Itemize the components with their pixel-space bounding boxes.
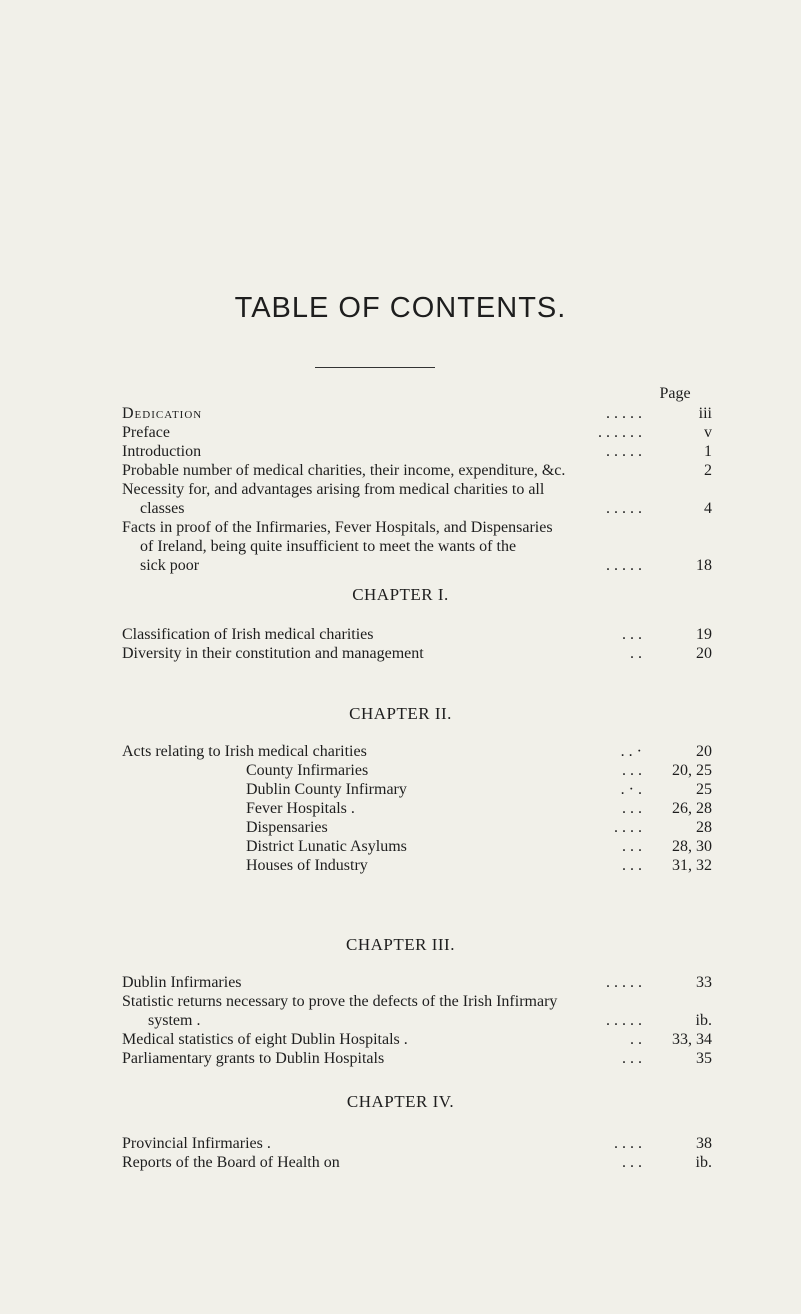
toc-entry-page: 4 [704, 500, 712, 517]
toc-entry [122, 1134, 712, 1153]
toc-entry-label: Dedication [122, 405, 203, 422]
toc-leader-dots: . . . . [614, 1135, 642, 1152]
page-column-label: Page [659, 385, 691, 402]
chapter-heading: CHAPTER IV. [346, 1092, 455, 1111]
toc-entry-label: Probable number of medical charities, their income, expenditure, &c. [122, 462, 566, 479]
toc-entry-continuation [122, 537, 712, 556]
toc-entry-label: Diversity in their constitution and management [122, 645, 424, 662]
toc-entry-page: 28, 30 [672, 838, 712, 855]
front-matter-list [122, 404, 712, 575]
toc-entry-label: Reports of the Board of Health on [122, 1154, 340, 1171]
toc-entry-page: 1 [704, 443, 712, 460]
toc-entry [122, 780, 712, 799]
toc-leader-dots: . . . . . [606, 443, 642, 460]
toc-entry-page: ib. [695, 1154, 712, 1171]
toc-entry-label: Preface [122, 424, 170, 441]
toc-entry-label-cont: sick poor [140, 557, 200, 574]
toc-entry-label: District Lunatic Asylums [246, 838, 407, 855]
toc-entry [122, 837, 712, 856]
chapter-1-list [122, 625, 712, 663]
toc-leader-dots: . . . [622, 626, 642, 643]
toc-entry-continuation [122, 556, 712, 575]
toc-entry [122, 1049, 712, 1068]
toc-entry-page: 20, 25 [672, 762, 712, 779]
toc-entry [122, 625, 712, 644]
toc-entry [122, 761, 712, 780]
toc-leader-dots: . . . [622, 857, 642, 874]
toc-entry [122, 461, 712, 480]
toc-leader-dots: . . . [622, 838, 642, 855]
toc-entry-label: Houses of Industry [246, 857, 368, 874]
toc-leader-dots: . . . . . [606, 974, 642, 991]
toc-entry-label-cont: classes [140, 500, 185, 517]
toc-leader-dots: . . . [622, 1154, 642, 1171]
toc-entry-page: ib. [695, 1012, 712, 1029]
toc-entry-label: Dublin County Infirmary [246, 781, 407, 798]
toc-leader-dots: . · . [620, 781, 642, 798]
toc-entry-page: 25 [696, 781, 712, 798]
toc-entry-label: Acts relating to Irish medical charities [122, 743, 367, 760]
toc-entry [122, 442, 712, 461]
toc-entry-page: 2 [704, 462, 712, 479]
toc-entry [122, 856, 712, 875]
toc-entry-page: 31, 32 [672, 857, 712, 874]
toc-entry-label: Introduction [122, 443, 202, 460]
toc-entry-label: Dispensaries [246, 819, 328, 836]
toc-entry-label: County Infirmaries [246, 762, 369, 779]
page-title: TABLE OF CONTENTS. [234, 292, 567, 324]
toc-entry-page: 20 [696, 743, 712, 760]
toc-entry-label: Provincial Infirmaries . [122, 1135, 271, 1152]
toc-entry [122, 1153, 712, 1172]
chapter-heading: CHAPTER II. [349, 704, 452, 723]
toc-leader-dots: . . [630, 1031, 642, 1048]
toc-entry-continuation [122, 499, 712, 518]
toc-entry [122, 480, 712, 499]
toc-entry-page: 18 [696, 557, 712, 574]
toc-leader-dots: . . [630, 645, 642, 662]
toc-entry-label: Necessity for, and advantages arising from medical charities to all [122, 481, 545, 498]
toc-entry [122, 404, 712, 423]
chapter-heading: CHAPTER III. [346, 935, 455, 954]
toc-leader-dots: . . . . [614, 819, 642, 836]
toc-entry-page: 26, 28 [672, 800, 712, 817]
toc-entry [122, 742, 712, 761]
toc-entry-continuation [122, 1011, 712, 1030]
chapter-4-list [122, 1134, 712, 1172]
chapter-3-list [122, 973, 712, 1068]
toc-entry [122, 644, 712, 663]
title-rule [315, 367, 435, 368]
toc-entry-page: 33, 34 [672, 1031, 712, 1048]
toc-leader-dots: . . . . . . [598, 424, 642, 441]
toc-entry [122, 992, 712, 1011]
toc-leader-dots: . . . [622, 762, 642, 779]
chapter-2-list [122, 742, 712, 875]
toc-entry-label: Fever Hospitals . [246, 800, 355, 817]
toc-entry-page: v [704, 424, 712, 441]
toc-entry-page: 33 [696, 974, 712, 991]
toc-entry [122, 423, 712, 442]
toc-entry-label: Facts in proof of the Infirmaries, Fever Hospitals, and Dispensaries [122, 519, 553, 536]
toc-leader-dots: . . . [622, 800, 642, 817]
toc-leader-dots: . . . . . [606, 500, 642, 517]
toc-entry-page: 28 [696, 819, 712, 836]
toc-leader-dots: . . . . . [606, 557, 642, 574]
toc-entry-page: 35 [696, 1050, 712, 1067]
toc-entry-page: iii [698, 405, 712, 422]
toc-entry-label: Dublin Infirmaries [122, 974, 242, 991]
toc-leader-dots: . . . . . [606, 1012, 642, 1029]
toc-leader-dots: . . . . . [606, 405, 642, 422]
toc-entry-page: 19 [696, 626, 712, 643]
toc-leader-dots: . . . [622, 1050, 642, 1067]
toc-entry-label: Parliamentary grants to Dublin Hospitals [122, 1050, 385, 1067]
toc-entry [122, 799, 712, 818]
chapter-heading: CHAPTER I. [352, 585, 449, 604]
toc-entry-label: Medical statistics of eight Dublin Hospitals . [122, 1031, 408, 1048]
toc-entry [122, 518, 712, 537]
toc-entry-label: Statistic returns necessary to prove the defects of the Irish Infirmary [122, 993, 558, 1010]
toc-entry-page: 20 [696, 645, 712, 662]
toc-entry-page: 38 [696, 1135, 712, 1152]
toc-entry-label-cont: system . [148, 1012, 201, 1029]
toc-entry [122, 973, 712, 992]
toc-entry-label: Classification of Irish medical charities [122, 626, 374, 643]
toc-entry-label-cont: of Ireland, being quite insufficient to meet the wants of the [140, 538, 517, 555]
toc-entry [122, 818, 712, 837]
toc-entry [122, 1030, 712, 1049]
toc-leader-dots: . . · [620, 743, 642, 760]
